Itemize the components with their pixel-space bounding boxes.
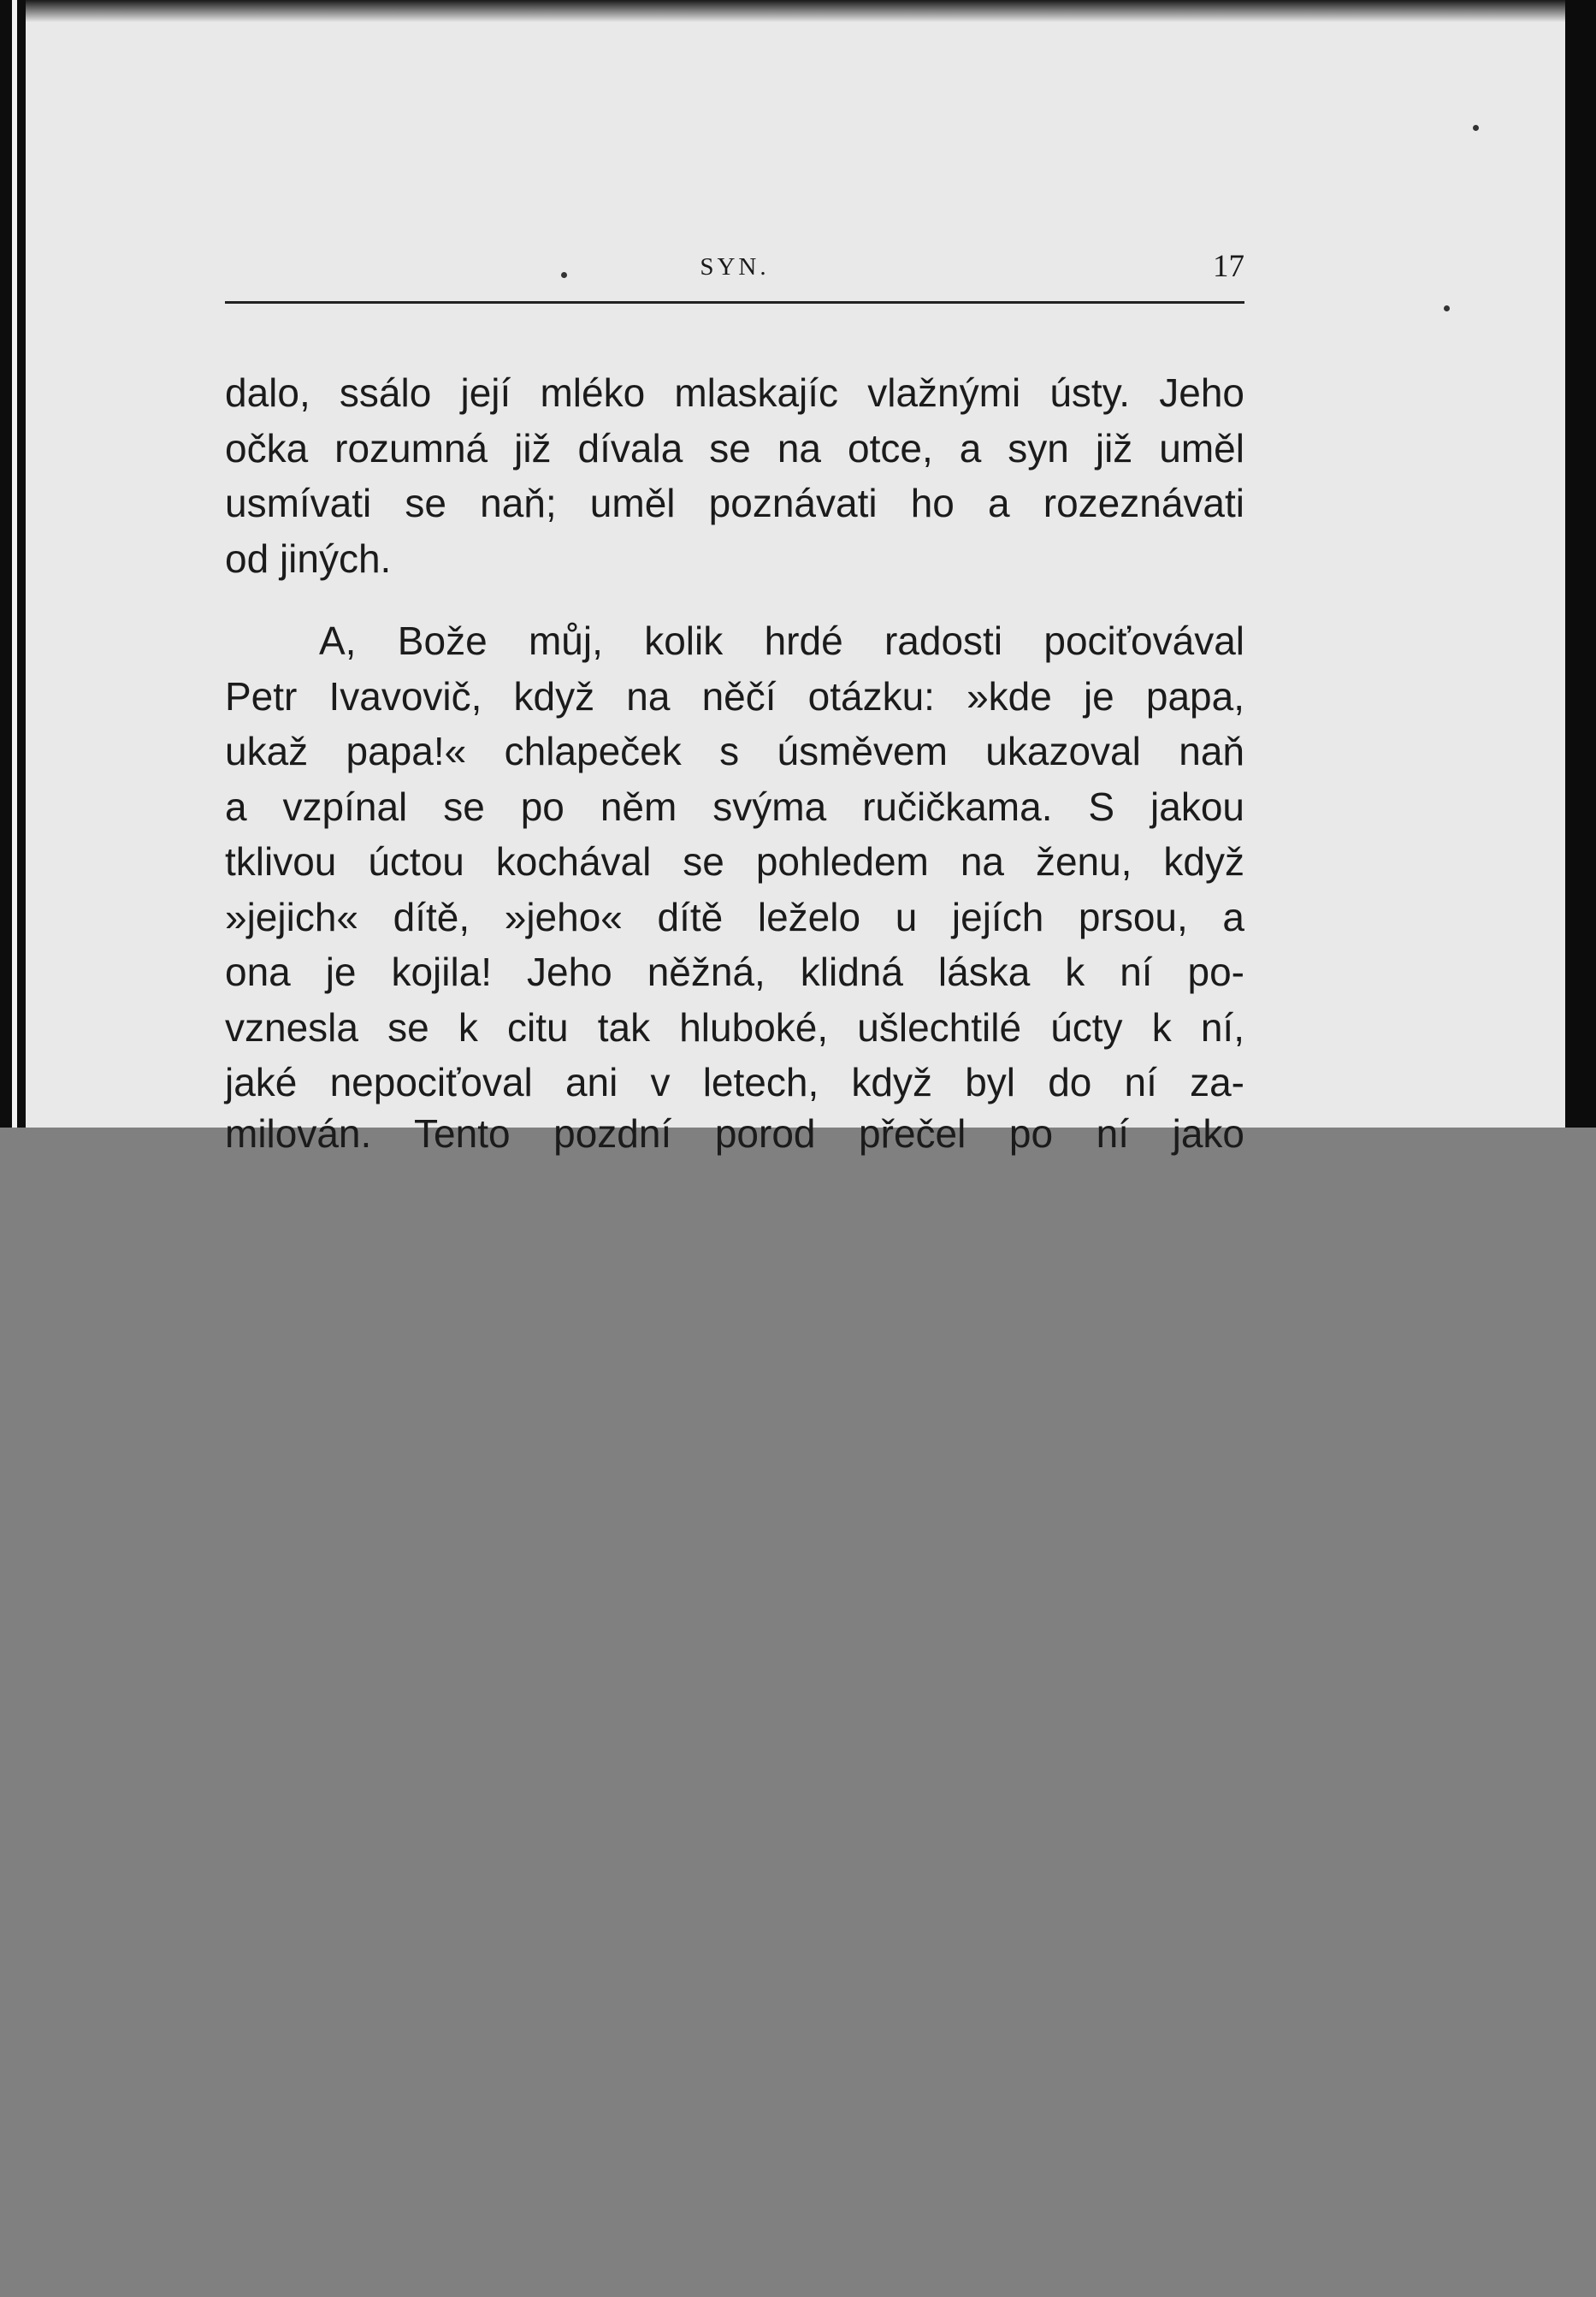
page-right-edge [1565, 0, 1596, 1128]
page-top-edge [26, 0, 1565, 22]
text-line: ukaž papa!« chlapeček s úsměvem ukazoval naň [225, 729, 1244, 773]
page-header [225, 248, 1244, 304]
text-line: očka rozumná již dívala se na otce, a syn již uměl [225, 425, 1244, 471]
page-number: 17 [1213, 249, 1244, 284]
body-text [225, 365, 1244, 1110]
running-head: SYN. [700, 253, 770, 281]
text-line: jaké nepociťoval ani v letech, když byl do ní za- [225, 1060, 1244, 1104]
paragraph-gap [225, 586, 1244, 613]
text-line: »jejich« dítě, »jeho« dítě leželo u jejích prsou, a [225, 894, 1244, 939]
text-line: usmívati se naň; uměl poznávati ho a rozeznávati [225, 481, 1244, 525]
text-line: Petr Ivavovič, když na něčí otázku: »kde je papa, [225, 673, 1244, 719]
text-line: od jiných. [225, 536, 392, 581]
text-line: ona je kojila! Jeho něžná, klidná láska k ní po- [225, 950, 1244, 994]
text-line: A, Bože můj, kolik hrdé radosti pociťovával [319, 619, 1244, 663]
page-left-edge [0, 0, 26, 1128]
partially-visible-line: milován. Tento pozdní porod přečel po ní jako [225, 1111, 1244, 1156]
text-line: vznesla se k citu tak hluboké, ušlechtilé úcty k ní, [225, 1004, 1244, 1050]
text-line: dalo, ssálo její mléko mlaskajíc vlažnými ústy. Jeho [225, 370, 1244, 415]
scan-speck [1473, 125, 1479, 131]
text-line: a vzpínal se po něm svýma ručičkama. S jakou [225, 784, 1244, 829]
scan-speck [1444, 305, 1450, 311]
text-line: tklivou úctou kochával se pohledem na ženu, když [225, 839, 1244, 884]
